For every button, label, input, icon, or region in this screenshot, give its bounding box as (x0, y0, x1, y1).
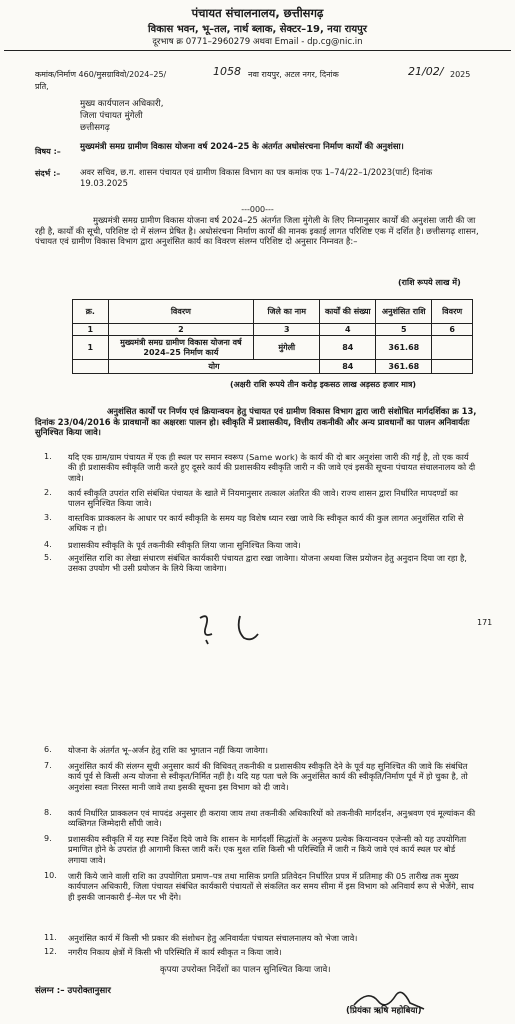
table-cell (73, 360, 109, 374)
item-number: 7. (44, 761, 52, 770)
condition-item: अनुशंसित राशि का लेखा संधारण संबंधित कार्यकारी पंचायत द्वारा रखा जावेगा। योजना अथवा जिस प्रयोजन हेतु अनुदान दिया जा रहा है, उसका उपयोग भी उसी प्रयोजन के लिये किया जावेगा। (68, 553, 467, 574)
table-cell (432, 360, 473, 374)
condition-item: यदि एक ग्राम/ग्राम पंचायत में एक ही स्थल पर समान स्वरूप (Same work) के कार्य की दो बार अनुशंसा जारी की गई है, तो एक कार्य की ही प्रशासकीय स्वीकृति जारी करते हुए दूसरे कार्य की प्रशासकीय स्वीकृति जारी न की जावे एवं इसकी सूचना पंचायत संचालनालय को दी जावे। (68, 452, 476, 483)
table-index-row (73, 324, 473, 336)
condition-item: अनुशंसित कार्य की संलग्न सूची अनुसार कार्य की विधिवत् तकनीकी व प्रशासकीय स्वीकृति देने के पूर्व यह सुनिश्चित की जावे कि संबंधित कार्य पूर्व से किसी अन्य योजना से स्वीकृत/निर्मित नहीं है। यदि यह पता चले कि अनुशंसित कार्य की स्वीकृति/निर्माण पूर्व में हो चुका है, तो अनुशंसा स्वतः निरस्त मानी जावे तथा इसकी सूचना इस विभाग को दी जावे। (68, 761, 468, 792)
condition-item: प्रशासकीय स्वीकृति में यह स्पष्ट निर्देश दिये जावे कि शासन के मार्गदर्शी सिद्धांतों के अनुरूप प्रत्येक कियान्वयन एजेन्सी को यह उपयोगिता प्रमाणित होने के उपरांत ही आगामी किस्त जारी करें। एक मुश्त राशि किसी भी परिस्थिति में जारी न किये जावे एवं कार्य स्थल पर बोर्ड लगाया जावे। (68, 834, 467, 865)
amount-unit: (राशि रूपये लाख में) (398, 278, 461, 287)
condition-item: प्रशासकीय स्वीकृति के पूर्व तकनीकी स्वीकृति लिया जाना सुनिश्चित किया जावे। (68, 540, 301, 550)
org-contact: दूरभाष क्र 0771–2960279 अथवा Email - dp.cg@nic.in (152, 37, 363, 47)
item-number: 3. (44, 513, 52, 522)
subject-label: विषय :– (35, 147, 61, 156)
condition-item: अनुशंसित कार्य में किसी भी प्रकार की संशोधन हेतु अनिवार्यतः पंचायत संचालनालय को भेजा जावे। (68, 933, 358, 943)
item-number: 8. (44, 808, 52, 817)
table-cell: 84 (320, 336, 376, 360)
header-rule (4, 50, 511, 51)
ref-handwritten: 1058 (213, 65, 241, 78)
table-header-cell: जिले का नाम (254, 300, 320, 324)
item-number: 9. (44, 834, 52, 843)
table-total-amount: 361.68 (376, 360, 432, 374)
condition-item: योजना के अंतर्गत भू–अर्जन हेतु राशि का भुगतान नहीं किया जावेगा। (68, 745, 268, 755)
table-cell: 2 (108, 324, 254, 336)
letter-year: 2025 (450, 70, 471, 79)
condition-item: वास्तविक प्राक्कलन के आधार पर कार्य स्वीकृति के समय यह विशेष ध्यान रखा जावे कि स्वीकृत कार्य की कुल लागत अनुशंसित राशि से अधिक न हो। (68, 513, 464, 534)
table-header-cell: क्र. (73, 300, 109, 324)
table-cell: 361.68 (376, 336, 432, 360)
table-header-cell: विवरण (432, 300, 473, 324)
subject-text: मुख्यमंत्री समग्र ग्रामीण विकास योजना वर्ष 2024–25 के अंतर्गत अधोसंरचना निर्माण कार्यों की अनुशंसा। (80, 141, 404, 151)
table-cell: मुंगेली (254, 336, 320, 360)
signature-initials (192, 608, 272, 648)
table-header-cell: कार्यों की संख्या (320, 300, 376, 324)
salutation: प्रति, (35, 82, 49, 91)
item-number: 11. (44, 933, 57, 942)
addressee-line1: मुख्य कार्यपालन अधिकारी, (80, 99, 164, 109)
item-number: 6. (44, 745, 52, 754)
org-heading: पंचायत संचालनालय, छत्तीसगढ़ (191, 6, 324, 20)
table-header-cell: विवरण (108, 300, 254, 324)
condition-item: कार्य स्वीकृति उपरांत राशि संबंधित पंचायत के खाते में नियमानुसार तत्काल अंतरित की जावे। राज्य शासन द्वारा निर्धारित मापदण्डों का पालन सुनिश्चित किया जावे। (68, 488, 458, 509)
item-number: 5. (44, 553, 52, 562)
recommendation-table (72, 299, 473, 374)
table-cell: 1 (73, 336, 109, 360)
item-number: 1. (44, 452, 52, 461)
table-cell: मुख्यमंत्री समग्र ग्रामीण विकास योजना वर्ष 2024–25 निर्माण कार्य (108, 336, 254, 360)
table-cell: 4 (320, 324, 376, 336)
table-cell: 5 (376, 324, 432, 336)
date-handwritten: 21/02/ (408, 65, 444, 78)
table-total-label: योग (108, 360, 320, 374)
table-cell: 3 (254, 324, 320, 336)
separator: ---000--- (241, 205, 274, 214)
table-row (73, 336, 473, 360)
condition-item: नगरीय निकाय क्षेत्रों में किसी भी परिस्थिति में कार्य स्वीकृत न किया जावे। (68, 947, 282, 957)
table-cell: 6 (432, 324, 473, 336)
place-date: नवा रायपुर, अटल नगर, दिनांक (248, 70, 339, 79)
page-number: 171 (477, 618, 493, 627)
table-header-row (73, 300, 473, 324)
addressee-line3: छत्तीसगढ़ (80, 123, 110, 133)
condition-item: कार्य निर्धारित प्राक्कलन एवं मापदंड अनुसार ही कराया जाय तथा तकनीकी अधिकारियों को तकनीकी मार्गदर्शन, अनुश्रवण एवं मूल्यांकन की व्यक्तिगत जिम्मेदारी सौंपी जावे। (68, 808, 476, 829)
body-paragraph: मुख्यमंत्री समग्र ग्रामीण विकास योजना वर्ष 2024–25 अंतर्गत जिला मुंगेली के लिए निम्नानुसार कार्यों की अनुशंसा जारी की जा रही है, कार्यों की सूची, परिशिष्ट दो में संलग्न प्रेषित है। अधोसंरचना निर्माण कार्यों की मानक इकाई लागत परिशिष्ट एक में दर्शित है। छत्तीसगढ़ शासन, पंचायत एवं ग्रामीण विकास विभाग द्वारा अनुशंसित कार्य का विवरण संलग्न परिशिष्ट दो अनुसार निम्नवत है:– (35, 215, 479, 247)
ref-number: कमांक/निर्माण 460/मुसग्राविवो/2024–25/ (35, 70, 167, 79)
signatory-name: (प्रियंका ऋषि महोबिया) (346, 1006, 422, 1016)
table-total-count: 84 (320, 360, 376, 374)
reference-text: अवर सचिव, छ.ग. शासन पंचायत एवं ग्रामीण विकास विभाग का पत्र कमांक एफ 1–74/22–1/2023(पार्ट) दिनांक 19.03.2025 (80, 167, 433, 188)
table-cell: 1 (73, 324, 109, 336)
table-header-cell: अनुशंसित राशि (376, 300, 432, 324)
item-number: 4. (44, 540, 52, 549)
reference-label: संदर्भ :– (35, 169, 61, 178)
addressee-line2: जिला पंचायत मुंगेली (80, 111, 143, 121)
table-cell (432, 336, 473, 360)
item-number: 2. (44, 488, 52, 497)
enclosure-line: संलग्न :– उपरोक्तानुसार (35, 986, 111, 996)
item-number: 12. (44, 947, 57, 956)
table-total-row (73, 360, 473, 374)
condition-item: जारी किये जाने वाली राशि का उपयोगिता प्रमाण–पत्र तथा मासिक प्रगति प्रतिवेदन निर्धारित प्रपत्र में प्रतिमाह की 05 तारीख तक मुख्य कार्यपालन अधिकारी, जिला पंचायत संबंधित कार्यकारी पंचायतों से संकलित कर समय सीमा में इस विभाग को अनिवार्य रूप से भेजेंगे, साथ ही इसकी जानकारी ई–मेल पर भी देंगे। (68, 871, 474, 902)
amount-in-words: (अक्षरी राशि रूपये तीन करोड़ इकसठ लाख अड़सठ हजार मात्र) (230, 380, 417, 389)
conditions-intro: अनुशंसित कार्यों पर निर्णय एवं क्रियान्वयन हेतु पंचायत एवं ग्रामीण विकास विभाग द्वारा जारी संशोधित मार्गदर्शिका क्र 13, दिनांक 23/04/2016 के प्रावधानों का अक्षरशः पालन हो। स्वीकृति में प्रशासकीय, वित्तीय तकनीकी और अन्य प्रावधानों का पालन अनिवार्यतः सुनिश्चित किया जावे। (35, 406, 477, 438)
org-address: विकास भवन, भू–तल, नार्थ ब्लाक, सेक्टर–19, नया रायपुर (148, 24, 367, 35)
item-number: 10. (44, 871, 57, 880)
closing-line: कृपया उपरोक्त निर्देशों का पालन सुनिश्चित किया जावे। (160, 965, 331, 975)
